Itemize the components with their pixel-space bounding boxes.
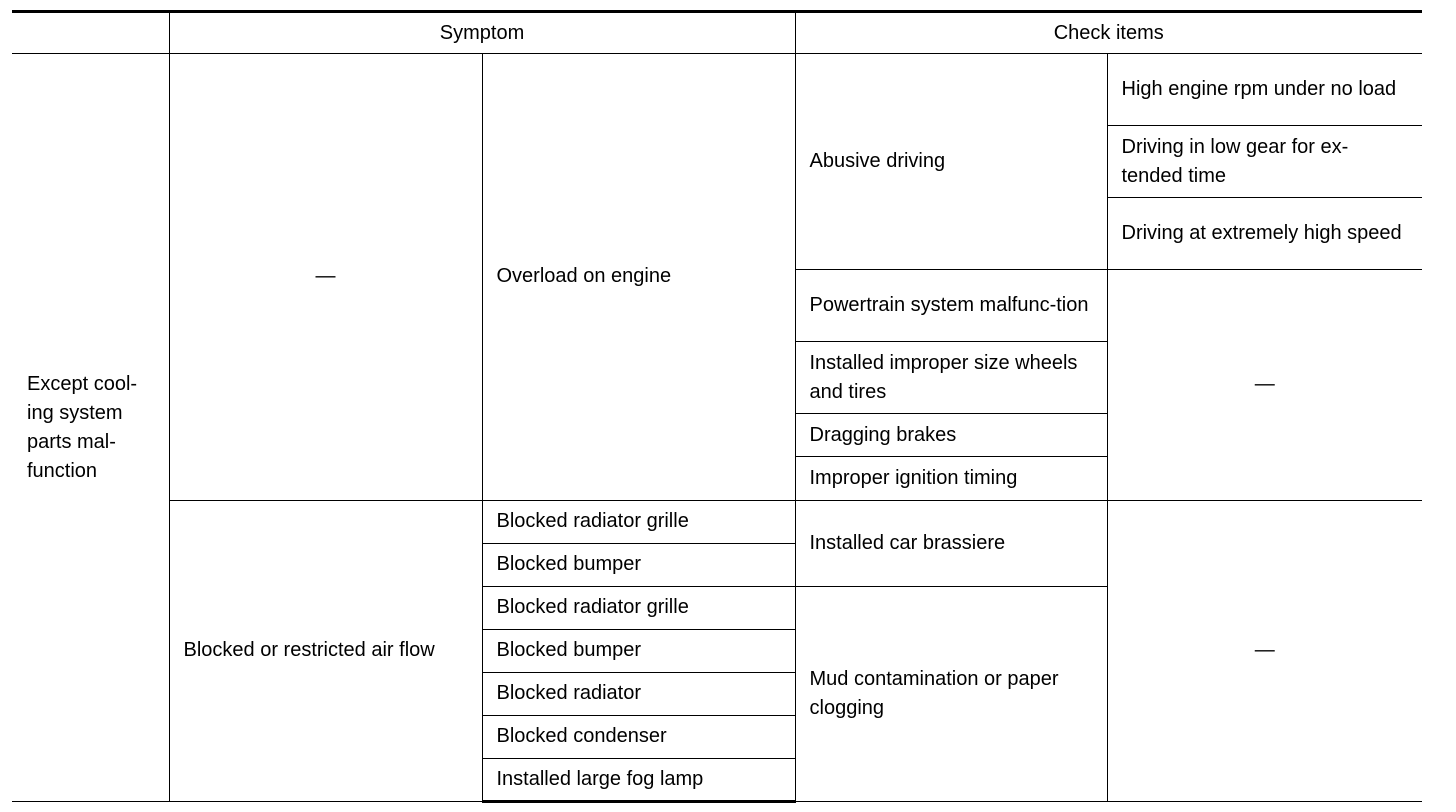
abusive-detail-low-gear: Driving in low gear for ex-tended time	[1107, 126, 1422, 198]
abusive-driving-check: Abusive driving	[795, 54, 1107, 270]
overload-symptom: Overload on engine	[482, 54, 795, 500]
header-row	[12, 12, 1422, 54]
check-ignition-timing: Improper ignition timing	[795, 457, 1107, 500]
table-row	[12, 500, 1422, 543]
airflow-item-grille: Blocked radiator grille	[482, 586, 795, 629]
header-blank-cell	[12, 12, 169, 54]
header-symptom: Symptom	[169, 12, 795, 54]
airflow-item-radiator: Blocked radiator	[482, 672, 795, 715]
airflow-item-fog-lamp: Installed large fog lamp	[482, 758, 795, 801]
airflow-item-bumper: Blocked bumper	[482, 543, 795, 586]
check-car-brassiere: Installed car brassiere	[795, 500, 1107, 586]
check-mud-contamination: Mud contamination or paper clogging	[795, 586, 1107, 801]
overheating-check-table	[12, 10, 1422, 803]
category-cell: Except cool-ing system parts mal-function	[12, 54, 169, 802]
header-check-items: Check items	[795, 12, 1422, 54]
airflow-detail-dash: —	[1107, 500, 1422, 801]
airflow-item-condenser: Blocked condenser	[482, 715, 795, 758]
table-row	[12, 54, 1422, 126]
abusive-detail-high-rpm: High engine rpm under no load	[1107, 54, 1422, 126]
overload-detail-dash: —	[1107, 270, 1422, 500]
airflow-item-grille: Blocked radiator grille	[482, 500, 795, 543]
airflow-item-bumper: Blocked bumper	[482, 629, 795, 672]
airflow-subcategory: Blocked or restricted air flow	[169, 500, 482, 801]
overload-subcategory-dash: —	[169, 54, 482, 500]
check-wheels-tires: Installed improper size wheels and tires	[795, 342, 1107, 414]
check-powertrain: Powertrain system malfunc-tion	[795, 270, 1107, 342]
abusive-detail-high-speed: Driving at extremely high speed	[1107, 198, 1422, 270]
check-dragging-brakes: Dragging brakes	[795, 414, 1107, 457]
